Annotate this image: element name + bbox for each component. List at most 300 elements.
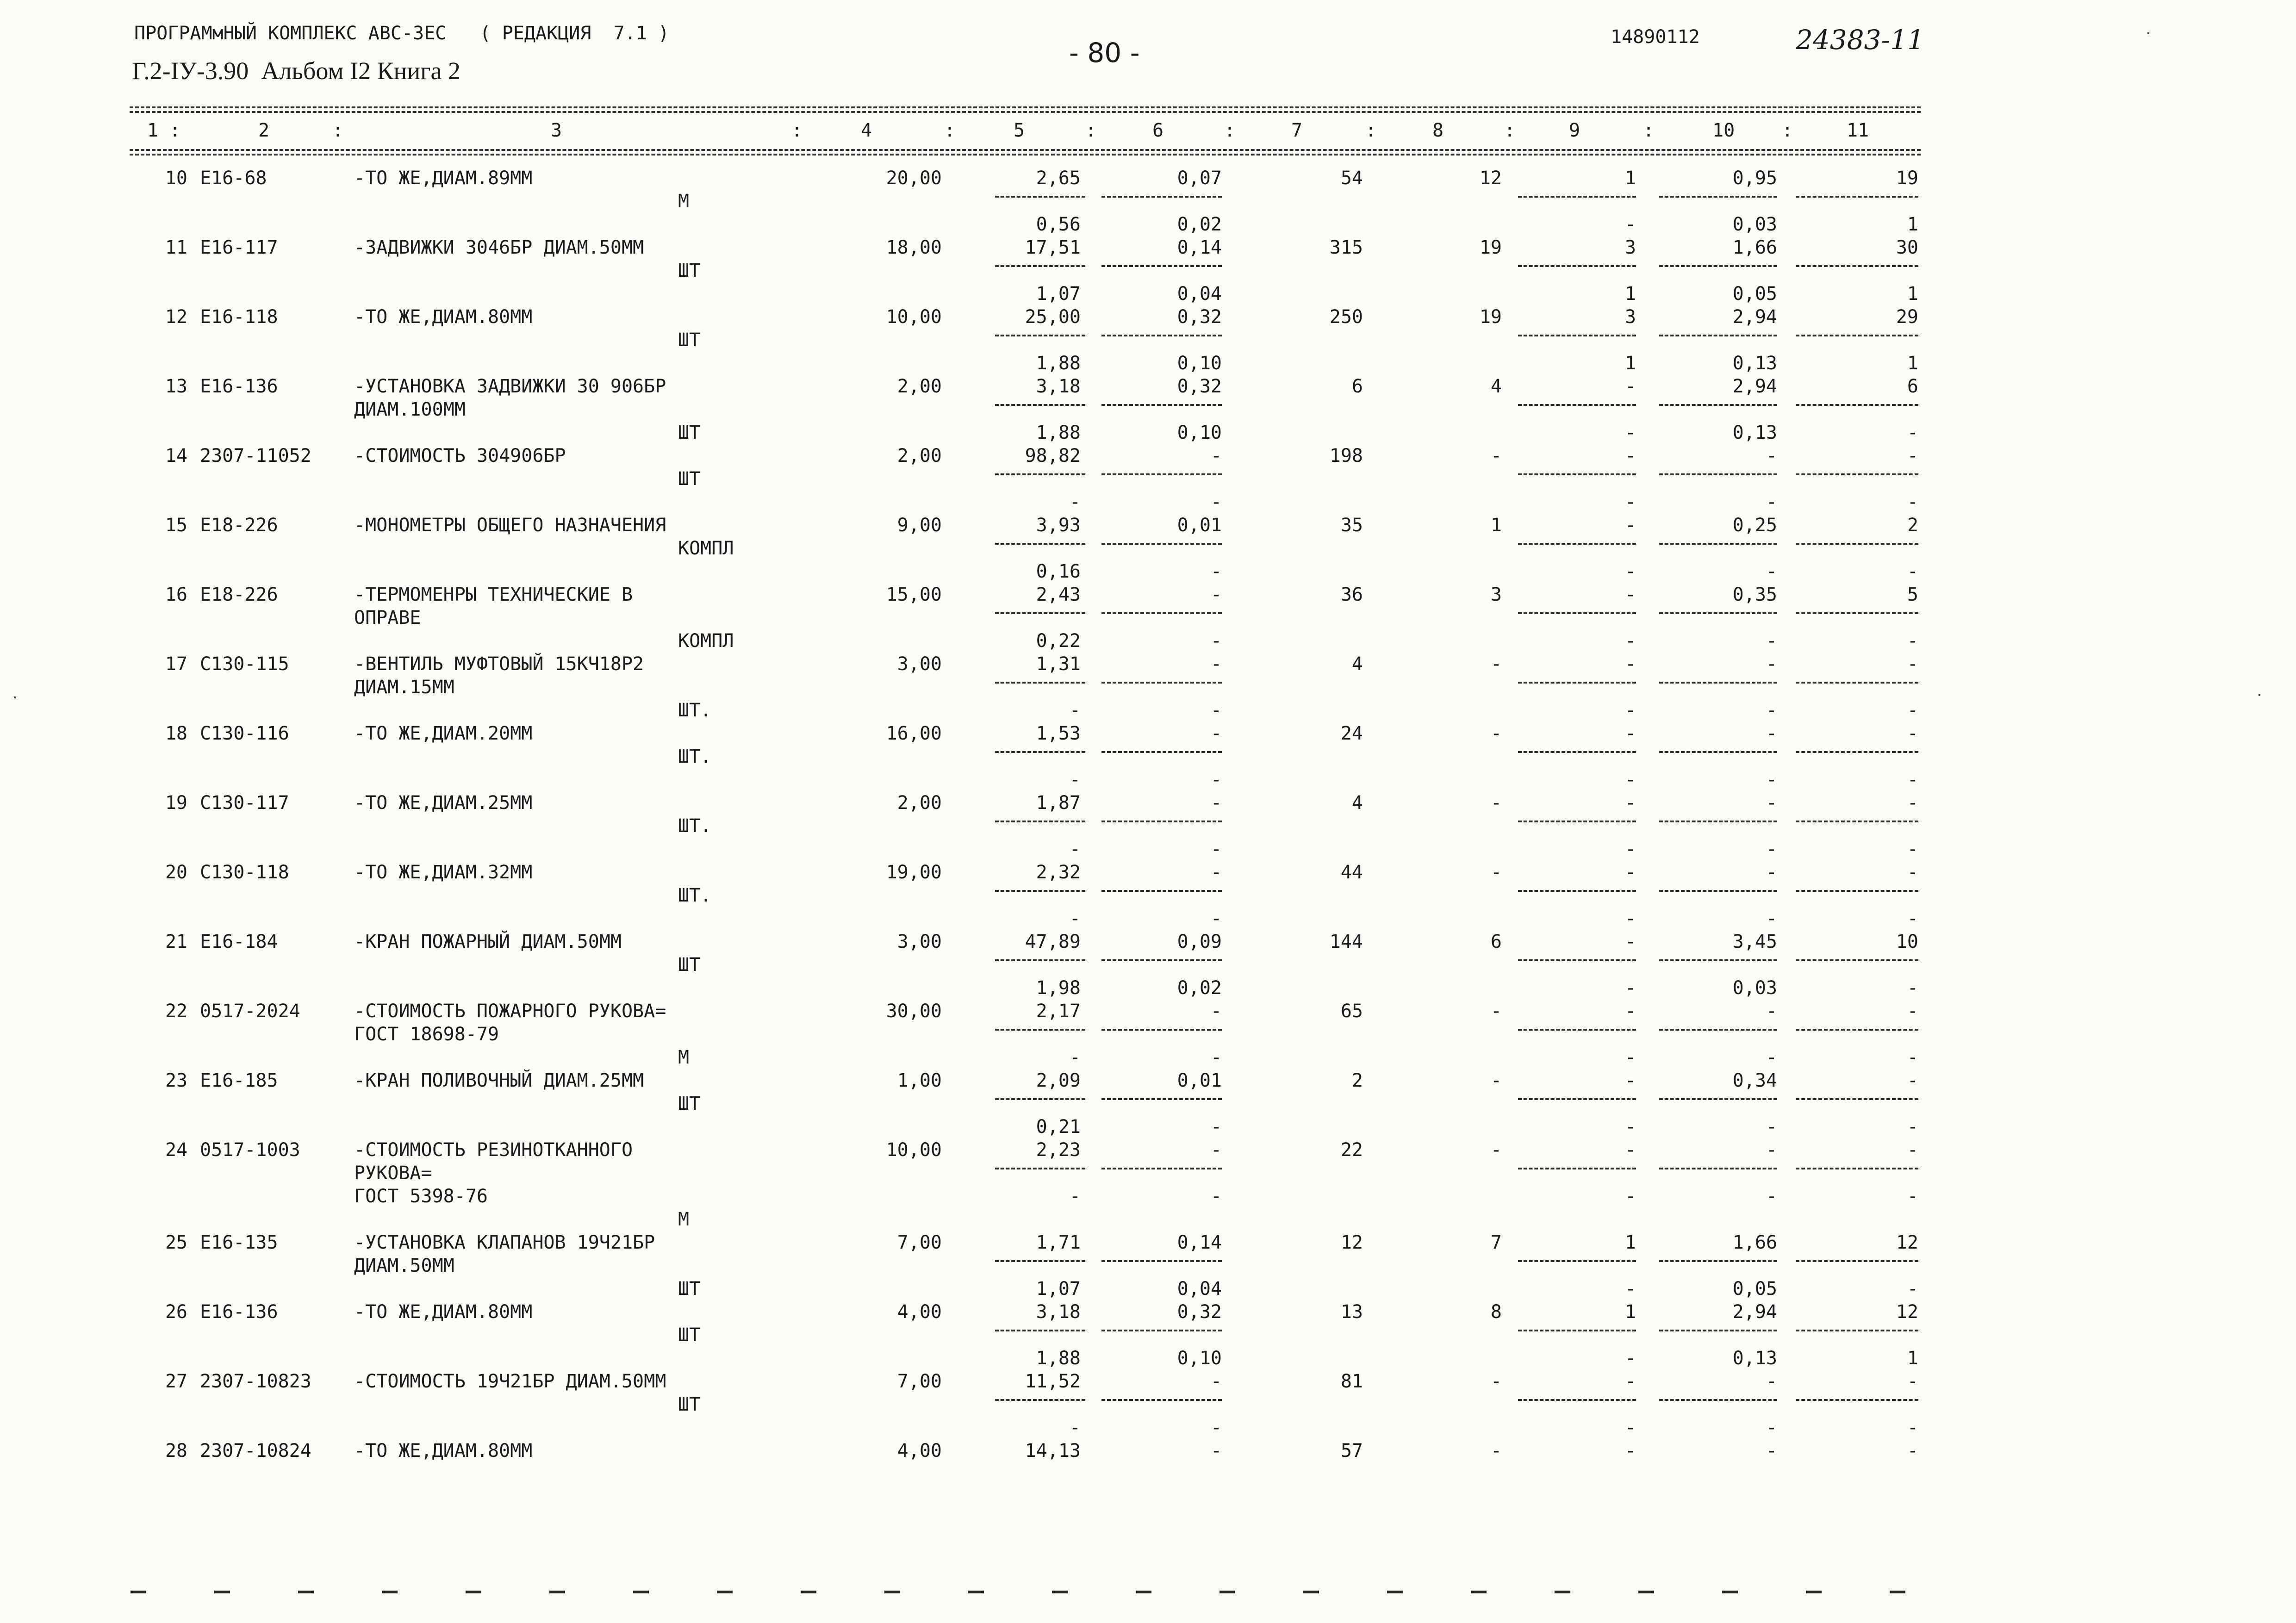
row-number: 27 (165, 1371, 187, 1392)
cell-col4: 10,00 (886, 1139, 942, 1161)
cell-col5: 11,52 (1025, 1371, 1081, 1392)
cell-col10-sub: - (1766, 491, 1777, 513)
cell-col6-sub: - (1210, 630, 1222, 652)
cell-col11-sub: - (1907, 1116, 1918, 1138)
column-header-cell: : (332, 120, 344, 141)
margin-mark (14, 696, 16, 698)
cell-col8: - (1490, 1070, 1502, 1091)
cell-col5-sub: 0,56 (1036, 214, 1081, 235)
cell-col5: 47,89 (1025, 931, 1081, 952)
row-number: 11 (165, 237, 187, 258)
cell-separator (1659, 1029, 1777, 1031)
cell-separator (1659, 821, 1777, 822)
cell-separator (1796, 1330, 1918, 1331)
footer-dash (633, 1591, 649, 1593)
cell-separator (995, 196, 1085, 198)
row-description: -СТОИМОСТЬ РЕЗИНОТКАННОГО (354, 1139, 633, 1161)
cell-col5-sub: 1,88 (1036, 422, 1081, 443)
cell-col4: 4,00 (897, 1440, 942, 1461)
cell-col10: - (1766, 1440, 1777, 1461)
cell-separator (1659, 1098, 1777, 1100)
cell-col7: 13 (1340, 1301, 1363, 1323)
cell-separator (1518, 1260, 1636, 1262)
cell-col10: - (1766, 1001, 1777, 1022)
row-code: Е16-185 (200, 1070, 278, 1091)
cell-separator (995, 404, 1085, 406)
column-header-cell: 1 : (147, 120, 181, 141)
row-number: 12 (165, 306, 187, 328)
cell-col10-sub: 0,13 (1732, 353, 1777, 374)
cell-separator (995, 751, 1085, 753)
cell-separator (995, 890, 1085, 892)
cell-separator (1659, 335, 1777, 336)
cell-col11: 6 (1907, 376, 1918, 397)
cell-col4: 19,00 (886, 862, 942, 883)
row-code: Е18-226 (200, 584, 278, 605)
cell-separator (1518, 612, 1636, 614)
cell-separator (1101, 1029, 1222, 1031)
cell-separator (1518, 335, 1636, 336)
cell-col9-sub: - (1624, 839, 1636, 860)
margin-mark (2259, 694, 2260, 696)
cell-col5: 2,17 (1036, 1001, 1081, 1022)
cell-separator (1518, 1029, 1636, 1031)
row-description: РУКОВА= (354, 1163, 432, 1184)
cell-col9: - (1624, 584, 1636, 605)
cell-col10: 1,66 (1732, 237, 1777, 258)
row-description: -ТО ЖЕ,ДИАМ.20ММ (354, 723, 533, 744)
footer-dash (717, 1591, 733, 1593)
cell-col10-sub: 0,03 (1732, 977, 1777, 999)
cell-col4: 2,00 (897, 376, 942, 397)
row-unit: М (678, 1209, 690, 1230)
cell-separator (1659, 473, 1777, 475)
cell-separator (1518, 682, 1636, 684)
cell-col11: 19 (1896, 168, 1918, 189)
cell-separator (1796, 1399, 1918, 1401)
cell-col5-sub: - (1069, 491, 1081, 513)
cell-separator (1659, 682, 1777, 684)
cell-col8: - (1490, 1371, 1502, 1392)
row-unit: КОМПЛ (678, 630, 734, 652)
cell-separator (995, 682, 1085, 684)
cell-col6: - (1210, 653, 1222, 675)
cell-col11: 10 (1896, 931, 1918, 952)
cell-col7: 4 (1351, 792, 1363, 814)
cell-col11-sub: - (1907, 630, 1918, 652)
cell-separator (1796, 682, 1918, 684)
column-header-cell: 8 (1432, 120, 1444, 141)
footer-dash (214, 1591, 230, 1593)
cell-col10-sub: - (1766, 1186, 1777, 1207)
footer-dash (1555, 1591, 1570, 1593)
cell-col5: 1,31 (1036, 653, 1081, 675)
cell-col9-sub: - (1624, 1348, 1636, 1369)
row-description: -УСТАНОВКА КЛАПАНОВ 19Ч21БР (354, 1232, 655, 1253)
row-code: 2307-11052 (200, 445, 311, 466)
cell-col5-sub: - (1069, 839, 1081, 860)
footer-dash (968, 1591, 984, 1593)
row-description: -ВЕНТИЛЬ МУФТОВЫЙ 15КЧ18Р2 (354, 653, 644, 675)
row-number: 17 (165, 653, 187, 675)
row-description: -ТЕРМОМЕНРЫ ТЕХНИЧЕСКИЕ В (354, 584, 633, 605)
cell-col10-sub: 0,13 (1732, 422, 1777, 443)
cell-col8: - (1490, 653, 1502, 675)
cell-col11: 12 (1896, 1301, 1918, 1323)
column-header-cell: : (1365, 120, 1377, 141)
cell-col6: 0,32 (1177, 306, 1222, 328)
cell-separator (1659, 890, 1777, 892)
cell-separator (1659, 404, 1777, 406)
cell-col10-sub: - (1766, 1417, 1777, 1438)
cell-col10-sub: - (1766, 908, 1777, 929)
row-unit: ШТ. (678, 700, 712, 721)
cell-col11: - (1907, 1001, 1918, 1022)
cell-separator (995, 473, 1085, 475)
cell-col9: 1 (1624, 1232, 1636, 1253)
cell-col5: 14,13 (1025, 1440, 1081, 1461)
column-header-cell: 3 (551, 120, 562, 141)
cell-col9: - (1624, 723, 1636, 744)
cell-col9: - (1624, 931, 1636, 952)
cell-col10-sub: 0,03 (1732, 214, 1777, 235)
footer-dash (549, 1591, 565, 1593)
cell-col8: 1 (1490, 515, 1502, 536)
cell-col10: - (1766, 1139, 1777, 1161)
cell-col8: - (1490, 1001, 1502, 1022)
cell-separator (1101, 335, 1222, 336)
cell-col11-sub: - (1907, 1186, 1918, 1207)
cell-col7: 198 (1329, 445, 1363, 466)
cell-col11: 12 (1896, 1232, 1918, 1253)
cell-col8: 6 (1490, 931, 1502, 952)
cell-col5: 2,09 (1036, 1070, 1081, 1091)
footer-dash (1387, 1591, 1403, 1593)
cell-separator (1101, 890, 1222, 892)
cell-col4: 20,00 (886, 168, 942, 189)
cell-col4: 15,00 (886, 584, 942, 605)
cell-col6: 0,01 (1177, 1070, 1222, 1091)
cell-col10: - (1766, 653, 1777, 675)
footer-dash (1136, 1591, 1151, 1593)
cell-col10: - (1766, 445, 1777, 466)
cell-col9-sub: - (1624, 700, 1636, 721)
footer-dash (1638, 1591, 1654, 1593)
cell-col5-sub: 1,88 (1036, 1348, 1081, 1369)
cell-separator (1101, 1330, 1222, 1331)
cell-col5-sub: - (1069, 769, 1081, 790)
cell-col10-sub: - (1766, 1047, 1777, 1068)
cell-col9: 1 (1624, 168, 1636, 189)
cell-col11-sub: - (1907, 491, 1918, 513)
footer-dash (801, 1591, 816, 1593)
cell-separator (1796, 890, 1918, 892)
handwritten-number: 24383-11 (1796, 24, 1924, 56)
row-number: 19 (165, 792, 187, 814)
cell-col5-sub: - (1069, 1417, 1081, 1438)
column-header-cell: 10 (1712, 120, 1735, 141)
cell-col8: 8 (1490, 1301, 1502, 1323)
cell-col11-sub: - (1907, 769, 1918, 790)
cell-separator (1796, 1168, 1918, 1169)
cell-col10: 0,95 (1732, 168, 1777, 189)
cell-col9: - (1624, 1001, 1636, 1022)
cell-col5-sub: 1,07 (1036, 283, 1081, 305)
cell-separator (1101, 1168, 1222, 1169)
row-number: 10 (165, 168, 187, 189)
cell-col11: 2 (1907, 515, 1918, 536)
cell-col9: 3 (1624, 237, 1636, 258)
cell-col11: - (1907, 1371, 1918, 1392)
row-unit: ШТ (678, 422, 701, 443)
cell-col10-sub: - (1766, 630, 1777, 652)
cell-col5: 1,53 (1036, 723, 1081, 744)
cell-col9: - (1624, 515, 1636, 536)
cell-col7: 22 (1340, 1139, 1363, 1161)
cell-col9-sub: - (1624, 422, 1636, 443)
footer-dash (1303, 1591, 1319, 1593)
column-header-cell: : (1643, 120, 1655, 141)
cell-col7: 250 (1329, 306, 1363, 328)
cell-col4: 3,00 (897, 931, 942, 952)
cell-col6-sub: - (1210, 908, 1222, 929)
cell-col9: - (1624, 1371, 1636, 1392)
row-number: 18 (165, 723, 187, 744)
row-unit: ШТ (678, 954, 701, 976)
row-unit: КОМПЛ (678, 538, 734, 559)
column-header-cell: 4 (861, 120, 872, 141)
cell-col9: - (1624, 1139, 1636, 1161)
column-header-cell: 5 (1014, 120, 1025, 141)
program-header: ПРОГРАМмНЫЙ КОМПЛЕКС АВС-3ЕС ( РЕДАКЦИЯ 7.1 ) (134, 23, 669, 44)
cell-col10: 0,35 (1732, 584, 1777, 605)
row-unit: ШТ (678, 1093, 701, 1114)
cell-separator (995, 543, 1085, 545)
cell-col9: - (1624, 1440, 1636, 1461)
cell-col5: 2,65 (1036, 168, 1081, 189)
cell-col4: 18,00 (886, 237, 942, 258)
row-unit: М (678, 191, 690, 212)
cell-col5: 2,43 (1036, 584, 1081, 605)
cell-col10: - (1766, 862, 1777, 883)
column-header-cell: 7 (1291, 120, 1303, 141)
row-code: Е18-226 (200, 515, 278, 536)
cell-col5: 2,32 (1036, 862, 1081, 883)
cell-col7: 57 (1340, 1440, 1363, 1461)
row-unit: ШТ. (678, 885, 712, 906)
cell-col8: - (1490, 1440, 1502, 1461)
cell-col5: 1,71 (1036, 1232, 1081, 1253)
footer-dash (1890, 1591, 1905, 1593)
cell-separator (1796, 821, 1918, 822)
cell-separator (1518, 1168, 1636, 1169)
footer-dash (131, 1591, 146, 1593)
cell-col11-sub: - (1907, 1417, 1918, 1438)
cell-col6-sub: - (1210, 839, 1222, 860)
cell-separator (1659, 751, 1777, 753)
cell-col9-sub: - (1624, 908, 1636, 929)
cell-col10-sub: 0,13 (1732, 1348, 1777, 1369)
cell-separator (1101, 265, 1222, 267)
cell-separator (1101, 1098, 1222, 1100)
cell-col11-sub: - (1907, 908, 1918, 929)
cell-col11: 30 (1896, 237, 1918, 258)
cell-separator (1796, 1098, 1918, 1100)
column-header-cell: 2 (258, 120, 270, 141)
cell-col9-sub: 1 (1624, 283, 1636, 305)
cell-col9: 1 (1624, 1301, 1636, 1323)
cell-separator (1659, 1330, 1777, 1331)
cell-col9-sub: - (1624, 1047, 1636, 1068)
row-number: 24 (165, 1139, 187, 1161)
cell-col11-sub: - (1907, 977, 1918, 999)
cell-col5-sub: 1,88 (1036, 353, 1081, 374)
row-description: ДИАМ.50ММ (354, 1255, 454, 1276)
cell-col5-sub: - (1069, 1047, 1081, 1068)
cell-col10: 1,66 (1732, 1232, 1777, 1253)
row-code: Е16-135 (200, 1232, 278, 1253)
cell-col11-sub: - (1907, 561, 1918, 582)
row-description: -КРАН ПОЖАРНЫЙ ДИАМ.50ММ (354, 931, 622, 952)
cell-col8: 3 (1490, 584, 1502, 605)
cell-col9: 3 (1624, 306, 1636, 328)
cell-separator (1101, 821, 1222, 822)
cell-col4: 10,00 (886, 306, 942, 328)
cell-col11-sub: 1 (1907, 214, 1918, 235)
cell-separator (995, 265, 1085, 267)
row-number: 15 (165, 515, 187, 536)
cell-col6-sub: 0,10 (1177, 353, 1222, 374)
cell-col9: - (1624, 445, 1636, 466)
column-header-cell: : (1782, 120, 1793, 141)
cell-separator (1101, 959, 1222, 961)
cell-col5-sub: - (1069, 700, 1081, 721)
cell-separator (1518, 265, 1636, 267)
cell-col7: 54 (1340, 168, 1363, 189)
row-code: 2307-10823 (200, 1371, 311, 1392)
cell-col6-sub: - (1210, 700, 1222, 721)
row-code: С130-117 (200, 792, 289, 814)
cell-col5: 3,93 (1036, 515, 1081, 536)
cell-col6-sub: - (1210, 1047, 1222, 1068)
cell-col6: - (1210, 1139, 1222, 1161)
cell-separator (1518, 751, 1636, 753)
cell-separator (1796, 473, 1918, 475)
cell-col5-sub: 0,22 (1036, 630, 1081, 652)
cell-col11: 29 (1896, 306, 1918, 328)
cell-col6-sub: 0,10 (1177, 1348, 1222, 1369)
row-number: 25 (165, 1232, 187, 1253)
cell-col10: 0,34 (1732, 1070, 1777, 1091)
cell-col11: - (1907, 1139, 1918, 1161)
cell-separator (1101, 543, 1222, 545)
cell-col6: - (1210, 1371, 1222, 1392)
footer-dash (1806, 1591, 1822, 1593)
row-description: ГОСТ 5398-76 (354, 1186, 488, 1207)
row-number: 26 (165, 1301, 187, 1323)
row-number: 16 (165, 584, 187, 605)
cell-col6-sub: 0,10 (1177, 422, 1222, 443)
footer-dash (1220, 1591, 1235, 1593)
cell-separator (1518, 1399, 1636, 1401)
page-number: - 80 - (1069, 37, 1140, 68)
footer-dash (298, 1591, 314, 1593)
cell-col10-sub: - (1766, 700, 1777, 721)
cell-col7: 81 (1340, 1371, 1363, 1392)
row-description: -УСТАНОВКА ЗАДВИЖКИ 30 906БР (354, 376, 666, 397)
cell-separator (1518, 543, 1636, 545)
cell-col8: - (1490, 792, 1502, 814)
cell-col10: 2,94 (1732, 376, 1777, 397)
row-description: -ТО ЖЕ,ДИАМ.80ММ (354, 306, 533, 328)
cell-col6-sub: 0,02 (1177, 977, 1222, 999)
cell-col7: 44 (1340, 862, 1363, 883)
row-description: -КРАН ПОЛИВОЧНЫЙ ДИАМ.25ММ (354, 1070, 644, 1091)
cell-col10: 2,94 (1732, 1301, 1777, 1323)
row-unit: ШТ. (678, 746, 712, 767)
cell-col9-sub: - (1624, 977, 1636, 999)
row-description: -СТОИМОСТЬ 304906БР (354, 445, 566, 466)
cell-col6: - (1210, 792, 1222, 814)
row-number: 21 (165, 931, 187, 952)
cell-col4: 2,00 (897, 792, 942, 814)
cell-separator (995, 959, 1085, 961)
cell-separator (995, 1399, 1085, 1401)
cell-separator (1796, 543, 1918, 545)
cell-col10: - (1766, 723, 1777, 744)
footer-dash (1471, 1591, 1487, 1593)
row-description: ГОСТ 18698-79 (354, 1024, 499, 1045)
cell-col9-sub: - (1624, 769, 1636, 790)
row-description: ДИАМ.15ММ (354, 677, 454, 698)
cell-col5: 1,87 (1036, 792, 1081, 814)
cell-separator (1518, 196, 1636, 198)
cell-col6: - (1210, 584, 1222, 605)
row-code: Е16-136 (200, 1301, 278, 1323)
cell-col6: 0,07 (1177, 168, 1222, 189)
cell-col10-sub: - (1766, 839, 1777, 860)
cell-col8: - (1490, 723, 1502, 744)
cell-separator (995, 1168, 1085, 1169)
column-header-cell: 9 (1569, 120, 1580, 141)
row-description: -ТО ЖЕ,ДИАМ.80ММ (354, 1440, 533, 1461)
cell-col11-sub: 1 (1907, 283, 1918, 305)
cell-col7: 315 (1329, 237, 1363, 258)
row-code: 0517-2024 (200, 1001, 300, 1022)
row-unit: М (678, 1047, 690, 1068)
cell-col6-sub: - (1210, 1116, 1222, 1138)
cell-col11: - (1907, 445, 1918, 466)
cell-col4: 2,00 (897, 445, 942, 466)
cell-separator (1101, 682, 1222, 684)
cell-col7: 2 (1351, 1070, 1363, 1091)
cell-col7: 12 (1340, 1232, 1363, 1253)
cell-col4: 30,00 (886, 1001, 942, 1022)
cell-separator (1101, 196, 1222, 198)
cell-col8: 4 (1490, 376, 1502, 397)
row-number: 13 (165, 376, 187, 397)
cell-col6-sub: 0,04 (1177, 1278, 1222, 1300)
row-number: 23 (165, 1070, 187, 1091)
row-description: ОПРАВЕ (354, 607, 421, 628)
row-description: -СТОИМОСТЬ 19Ч21БР ДИАМ.50ММ (354, 1371, 666, 1392)
cell-col5-sub: - (1069, 908, 1081, 929)
cell-separator (1796, 335, 1918, 336)
row-description: -ТО ЖЕ,ДИАМ.32ММ (354, 862, 533, 883)
cell-col9-sub: - (1624, 491, 1636, 513)
cell-col9-sub: - (1624, 1116, 1636, 1138)
cell-col6-sub: 0,02 (1177, 214, 1222, 235)
